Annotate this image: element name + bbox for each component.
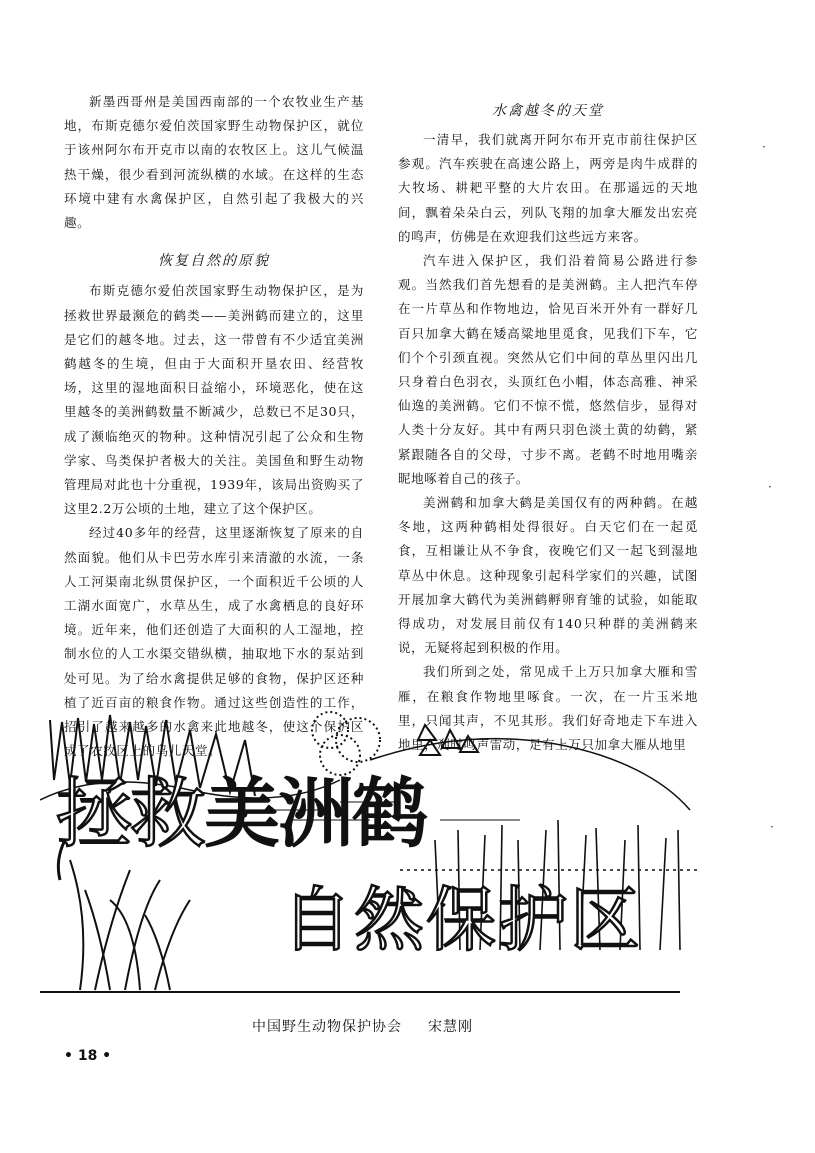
section-heading-paradise: 水禽越冬的天堂: [492, 103, 604, 119]
right-column: [398, 128, 698, 757]
section-heading-restore: 恢复自然的原貌: [158, 253, 270, 270]
bush-cluster: [312, 712, 380, 775]
body-paragraph: 一清早，我们就离开阿尔布开克市前往保护区参观。汽车疾驶在高速公路上，两旁是肉牛成群的大牧场、耕耙平整的大片农田。在那遥远的天地间，飘着朵朵白云，列队飞翔的加拿大雁发出宏亮的鸣声，仿佛是在欢迎我们这些远方来客。: [398, 132, 698, 244]
author-line: [252, 1016, 473, 1036]
margin-mark: ·: [770, 820, 774, 834]
left-column: [64, 90, 364, 763]
title-part-crane: 美洲鹤: [204, 769, 426, 858]
author-name: 宋慧刚: [428, 1019, 473, 1035]
body-paragraph: 汽车进入保护区，我们沿着简易公路进行参观。当然我们首先想看的是美洲鹤。主人把汽车停在一片草丛和作物地边，恰见百米开外有一群好几百只加拿大鹤在矮高粱地里觅食，见我们下车，它们个个引颈直视。突然从它们中间的草丛里闪出几只身着白色羽衣，头顶红色小帽，体态高雅、神采仙逸的美洲鹤。它们不惊不慌，悠然信步，显得对人类十分友好。其中有两只羽色淡土黄的幼鹤，紧紧跟随各自的父母，寸步不离。老鹤不时地用嘴亲昵地啄着自己的孩子。: [398, 253, 698, 486]
body-paragraph: 经过40多年的经营，这里逐渐恢复了原来的自然面貌。他们从卡巴劳水库引来清澈的水流，一条人工河渠南北纵贯保护区，一个面积近千公顷的人工湖水面宽广，水草丛生，成了水禽栖息的良好环境。近年来，他们还创造了大面积的人工湿地，控制水位的人工水渠交错纵横，抽取地下水的泵站到处可见。为了给水禽提供足够的食物，保护区还种植了近百亩的粮食作物。通过这些创造性的工作，招引了越来越多的水禽来此地越冬，使这个保护区成了农牧区上的鸟儿天堂。: [64, 525, 364, 759]
grass-foreground: [58, 840, 190, 990]
title-main: [56, 769, 426, 858]
margin-mark: ·: [768, 480, 772, 494]
title-part-rescue: 拯救: [56, 769, 204, 858]
margin-mark: ·: [762, 140, 766, 154]
intro-paragraph: 新墨西哥州是美国西南部的一个农牧业生产基地，布斯克德尔爱伯茨国家野生动物保护区，就位于该州阿尔布开克市以南的农牧区上。这儿气候温热干燥，很少看到河流纵横的水域。在这样的生态环境中建有水禽保护区，自然引起了我极大的兴趣。: [64, 94, 364, 231]
title-sub: 自然保护区: [282, 879, 642, 961]
body-paragraph: 布斯克德尔爱伯茨国家野生动物保护区，是为拯救世界最濒危的鹤类——美洲鹤而建立的，这里是它们的越冬地。过去，这一带曾有不少适宜美洲鹤越冬的生境，但由于大面积开垦农田、经营牧场，这里的湿地面积日益缩小，环境恶化，使在这里越冬的美洲鹤数量不断减少，总数已不足30只，成了濒临绝灭的物种。这种情况引起了公众和生物学家、鸟类保护者极大的关注。美国鱼和野生动物管理局对此也十分重视，1939年，该局出资购买了这里2.2万公顷的土地，建立了这个保护区。: [64, 283, 364, 517]
body-paragraph: 我们所到之处，常见成千上万只加拿大雁和雪雁，在粮食作物地里啄食。一次，在一片玉米地里，只闻其声，不见其形。我们好奇地走下车进入地里，刹时鸣声雷动，足有上万只加拿大雁从地里: [398, 664, 698, 753]
page-number: • 18 •: [64, 1048, 112, 1064]
body-paragraph: 美洲鹤和加拿大鹤是美国仅有的两种鹤。在越冬地，这两种鹤相处得很好。白天它们在一起觅食，互相谦让从不争食，夜晚它们又一起飞到湿地草丛中休息。这种现象引起科学家们的兴趣，试图开展加拿大鹤代为美洲鹤孵卵育雏的试验，如能取得成功，对发展目前仅有140只种群的美洲鹤来说，无疑将起到积极的作用。: [398, 495, 698, 656]
author-organization: 中国野生动物保护协会: [252, 1019, 402, 1035]
